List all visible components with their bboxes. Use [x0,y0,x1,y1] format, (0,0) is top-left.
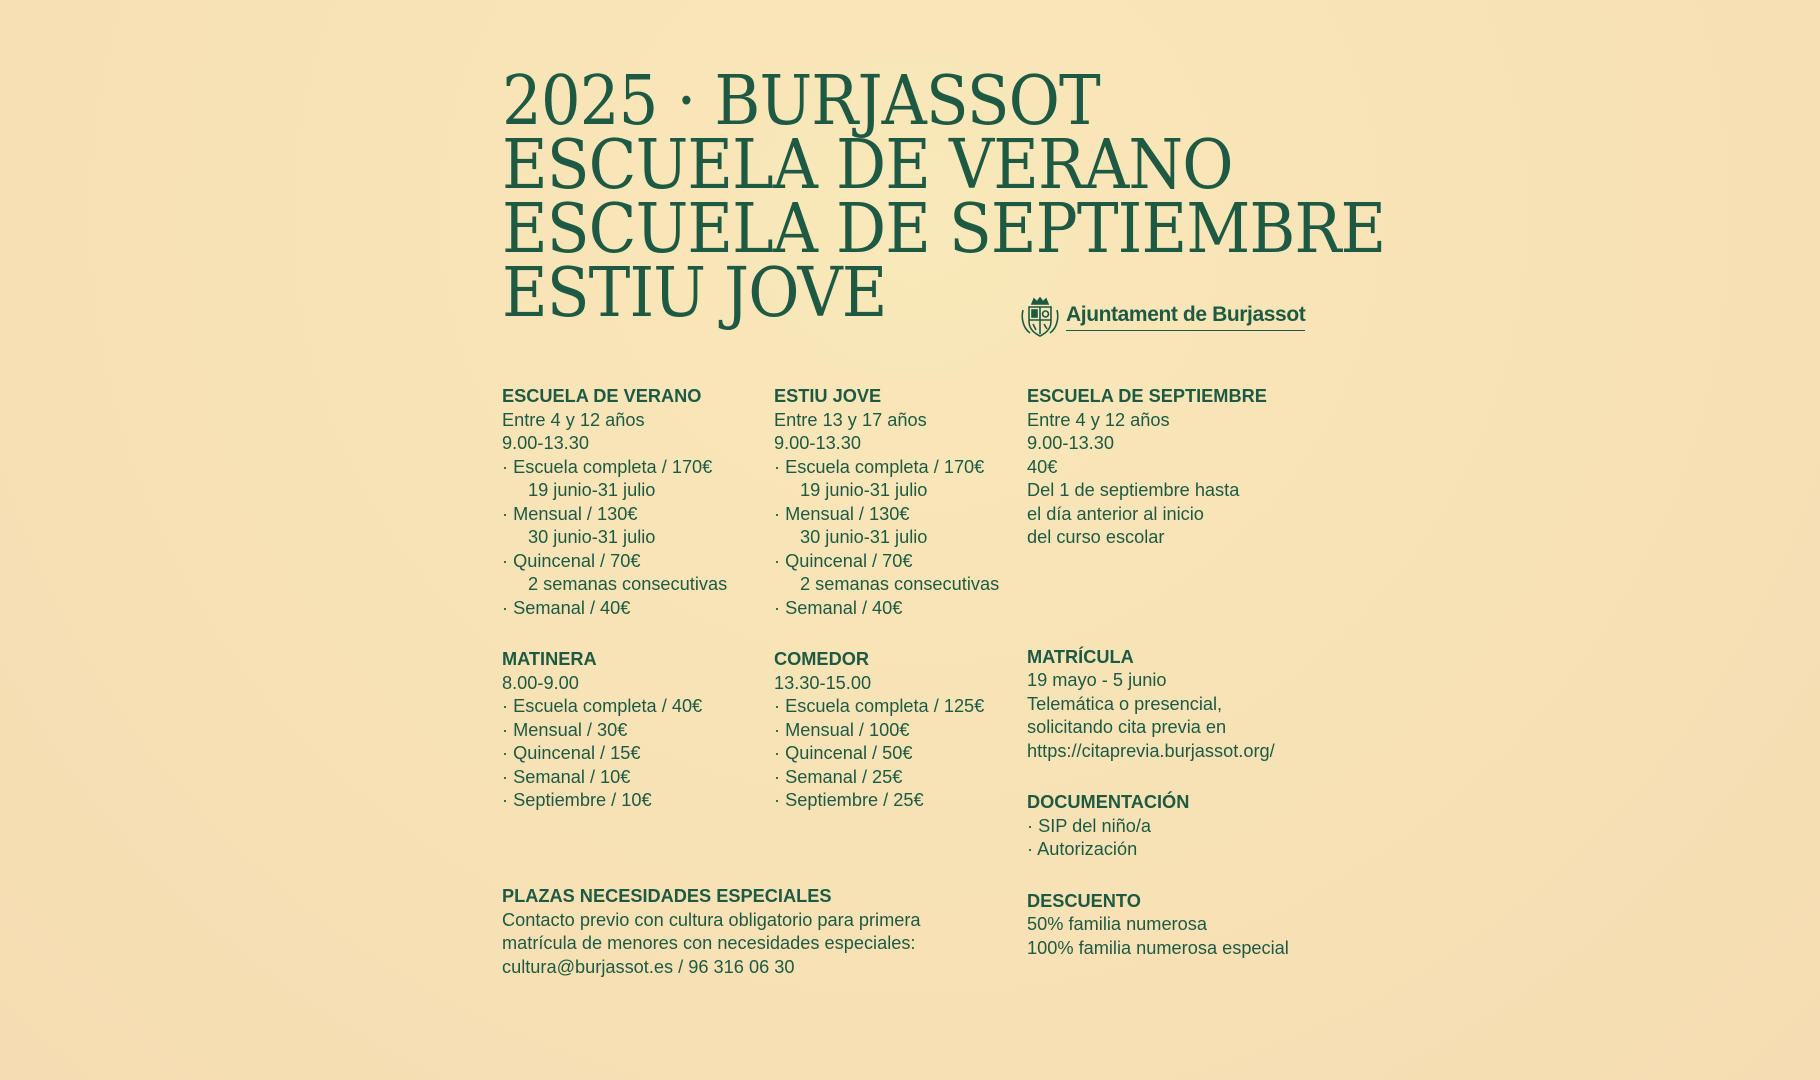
section-estiu-jove [774,385,1019,620]
section-line: · Semanal / 40€ [502,597,631,618]
section-line: 50% familia numerosa [1027,914,1207,934]
section-line: 19 junio-31 julio [528,480,656,500]
section-escuela-verano [502,385,762,620]
section-line: · Escuela completa / 170€ [774,456,985,477]
section-heading: DESCUENTO [1027,890,1141,911]
title-block [502,62,1386,340]
title-line-estiu-jove: ESTIU JOVE [502,254,887,333]
section-line: · Escuela completa / 40€ [502,696,703,716]
section-line: · SIP del niño/a [1027,815,1152,836]
section-heading: DOCUMENTACIÓN [1027,792,1190,812]
section-line: · Quincenal / 15€ [502,743,641,763]
ajuntament-logo [1020,296,1305,338]
section-line: · Mensual / 30€ [502,719,628,740]
section-line: · Mensual / 100€ [774,719,910,740]
section-heading: ESTIU JOVE [774,386,882,406]
section-line: 30 junio-31 julio [528,527,656,547]
section-line: · Septiembre / 25€ [774,790,924,810]
column-middle [774,385,1019,841]
section-heading: COMEDOR [774,649,869,669]
section-line: el día anterior al inicio [1027,503,1204,524]
section-line: 19 mayo - 5 junio [1027,670,1167,690]
section-line: 8.00-9.00 [502,672,579,693]
bottom-left-block [502,885,1002,1007]
section-line: 9.00-13.30 [1027,433,1114,453]
title-line-escuela-septiembre: ESCUELA DE SEPTIEMBRE [502,190,1386,269]
section-line: Del 1 de septiembre hasta [1027,480,1240,500]
section-line: Telemática o presencial, [1027,693,1223,714]
section-heading: ESCUELA DE VERANO [502,386,702,406]
section-line: · Mensual / 130€ [774,503,910,524]
coat-of-arms-icon [1020,296,1060,338]
section-line[interactable]: cultura@burjassot.es / 96 316 06 30 [502,956,795,977]
section-line: 9.00-13.30 [774,433,861,453]
section-line: · Mensual / 130€ [502,503,638,524]
section-comedor [774,648,1019,813]
column-left [502,385,762,841]
section-descuento [1027,890,1302,961]
section-line: · Escuela completa / 125€ [774,696,985,716]
section-escuela-septiembre [1027,385,1302,550]
section-heading: PLAZAS NECESIDADES ESPECIALES [502,886,832,906]
section-line: · Quincenal / 70€ [774,550,913,571]
section-plazas [502,885,1002,979]
section-line: 100% familia numerosa especial [1027,937,1289,958]
section-line: del curso escolar [1027,527,1165,547]
section-line: · Semanal / 40€ [774,597,903,618]
section-line: · Quincenal / 50€ [774,743,913,763]
section-line: 19 junio-31 julio [800,480,928,500]
column-right [1027,385,1302,988]
section-line: 13.30-15.00 [774,672,872,693]
section-heading: ESCUELA DE SEPTIEMBRE [1027,386,1267,406]
section-documentacion [1027,791,1302,862]
section-matricula [1027,646,1302,764]
section-line: · Semanal / 10€ [502,766,631,787]
section-line: · Quincenal / 70€ [502,550,641,571]
section-line: · Septiembre / 10€ [502,790,652,810]
section-line[interactable]: https://citaprevia.burjassot.org/ [1027,740,1275,761]
section-line: · Autorización [1027,839,1138,859]
section-line: 2 semanas consecutivas [528,574,728,594]
section-line: Entre 4 y 12 años [1027,409,1170,430]
section-matinera [502,648,762,813]
section-line: matrícula de menores con necesidades especiales: [502,933,916,953]
section-line: 40€ [1027,456,1058,477]
section-line: Entre 13 y 17 años [774,409,927,430]
section-line: Entre 4 y 12 años [502,409,645,430]
section-line: 9.00-13.30 [502,433,589,453]
section-heading: MATRÍCULA [1027,646,1134,667]
section-line: 2 semanas consecutivas [800,574,1000,594]
title-line-escuela-verano: ESCUELA DE VERANO [502,126,1233,205]
ajuntament-name: Ajuntament de Burjassot [1066,303,1305,331]
section-line: Contacto previo con cultura obligatorio para primera [502,909,921,930]
title-line-year: 2025 · BURJASSOT [502,62,1100,141]
section-line: solicitando cita previa en [1027,717,1227,737]
section-line: · Semanal / 25€ [774,766,903,787]
section-line: · Escuela completa / 170€ [502,456,713,477]
section-line: 30 junio-31 julio [800,527,928,547]
section-heading: MATINERA [502,649,597,669]
